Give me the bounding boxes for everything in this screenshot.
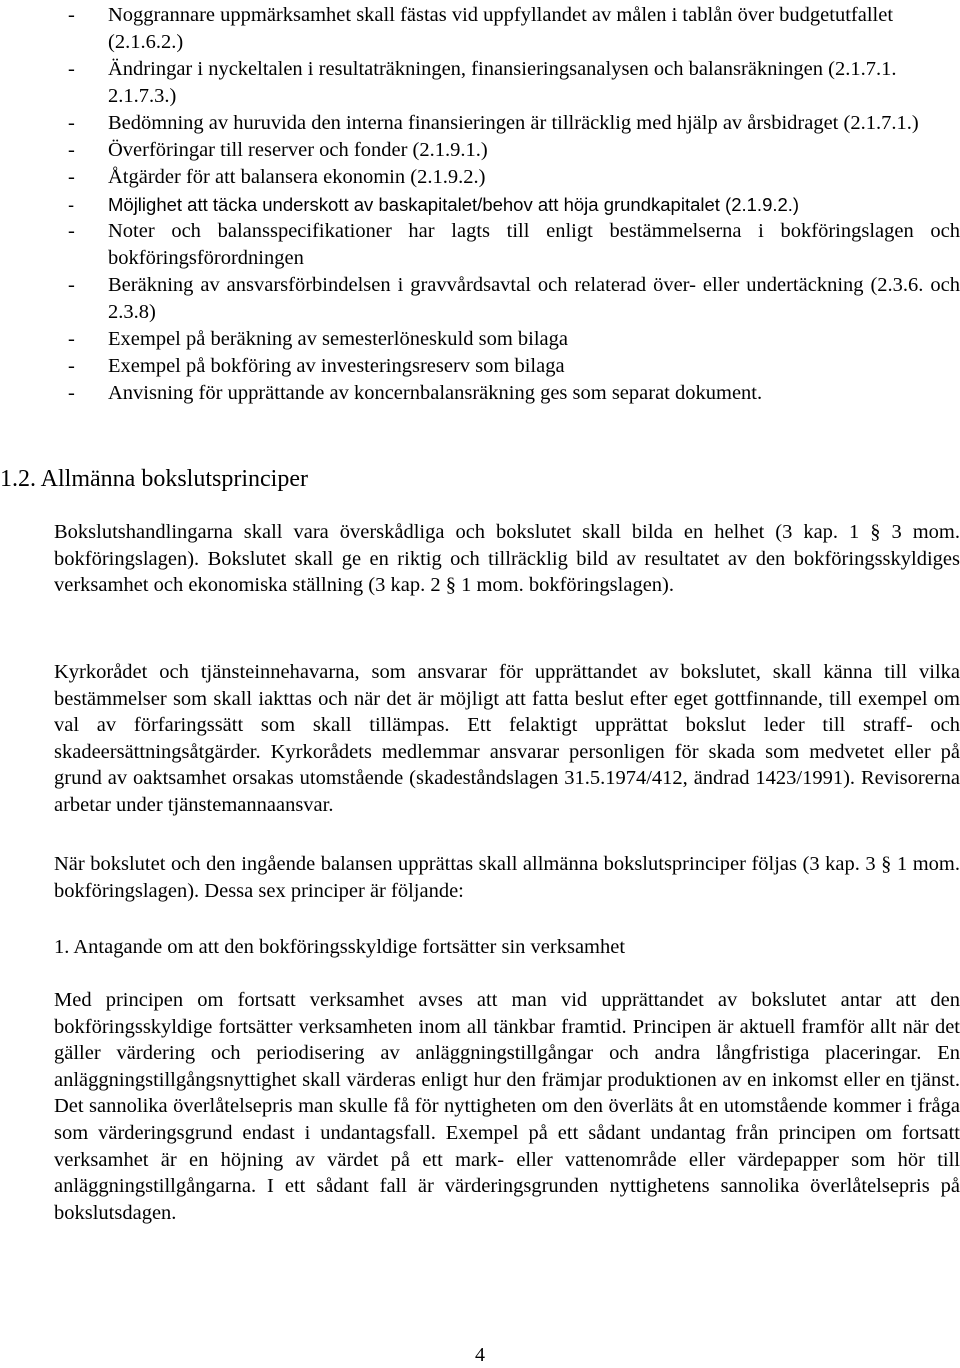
list-item: - Anvisning för upprättande av koncernbalansräkning ges som separat dokument. [54, 380, 960, 407]
paragraph-2: Kyrkorådet och tjänsteinnehavarna, som ansvarar för upprättandet av bokslutet, skall känna till vilka bestämmelser som skall iakttas och när det är möjligt att fatta beslut efter eget gottfinnande, till exempel om val av förfaringssätt som skall tillämpas. Ett felaktigt upprättat bokslut leder till straff- och skadeersättningsåtgärder. Kyrkorådets medlemmar ansvarar personligen för skada som medvetet eller på grund av oaktsamhet orsakas utomstående (skadeståndslagen 31.5.1974/412, ändrad 1423/1991). Revisorerna arbetar under tjänstemannaansvar. [54, 661, 960, 816]
list-item: - Åtgärder för att balansera ekonomin (2.1.9.2.) [54, 164, 960, 191]
list-item: - Beräkning av ansvarsförbindelsen i gravvårdsavtal och relaterad över- eller undertäckning (2.3.6. och 2.3.8) [54, 272, 960, 326]
list-item: - Exempel på beräkning av semesterlöneskuld som bilaga [54, 326, 960, 353]
list-item: - Noter och balansspecifikationer har lagts till enligt bestämmelserna i bokföringslagen och bokföringsförordningen [54, 218, 960, 272]
list-item: - Möjlighet att täcka underskott av baskapitalet/behov att höja grundkapitalet (2.1.9.2.) [54, 191, 960, 218]
list-item-text: Överföringar till reserver och fonder (2.1.9.1.) [108, 139, 488, 161]
paragraph-1: Bokslutshandlingarna skall vara överskådliga och bokslutet skall bilda en helhet (3 kap. 1 § 3 mom. bokföringslagen). Bokslutet skall ge en riktig och tillräcklig bild av resultatet av den bokföringsskyldiges verksamhet och ekonomiska ställning (3 kap. 2 § 1 mom. bokföringslagen). [54, 521, 960, 597]
list-item: - Ändringar i nyckeltalen i resultaträkningen, finansieringsanalysen och balansräkningen (2.1.7.1. 2.1.7.3.) [54, 56, 960, 110]
list-item-text: Anvisning för upprättande av koncernbalansräkning ges som separat dokument. [108, 382, 763, 404]
list-item: - Exempel på bokföring av investeringsreserv som bilaga [54, 353, 960, 380]
page-number: 4 [475, 1344, 485, 1366]
list-item-text: Noggrannare uppmärksamhet skall fästas vid uppfyllandet av målen i tablån över budgetutfallet (2.1.6.2.) [108, 4, 894, 53]
paragraph-4: Med principen om fortsatt verksamhet avses att man vid upprättandet av bokslutet antar att den bokföringsskyldige fortsätter verksamheten inom all tänkbar framtid. Principen är aktuell framför allt när det gäller värdering och periodisering av anläggningstillgångar och andra långfristiga placeringar. En anläggningstillgångsnyttighet skall värderas enligt hur den främjar produktionen av en inkomst eller en tjänst. Det sannolika överlåtelsepris man skulle få för nyttigheten om den överläts åt en utomstående kommer i fråga som värderingsgrund endast i undantagsfall. Exempel på ett sådant undantag från principen om fortsatt verksamhet är en höjning av värdet på ett mark- eller vattenområde eller värdepapper som hör till anläggningstillgångarna. I ett sådant fall är värderingsgrunden nyttighetens sannolika överlåtelsepris på bokslutsdagen. [54, 989, 960, 1224]
list-item-text: Beräkning av ansvarsförbindelsen i gravvårdsavtal och relaterad över- eller undertäckning (2.3.6. och 2.3.8) [108, 274, 960, 323]
list-item-text: Exempel på bokföring av investeringsreserv som bilaga [108, 355, 565, 377]
list-item-text: Ändringar i nyckeltalen i resultaträkningen, finansieringsanalysen och balansräkningen (2.1.7.1. 2.1.7.3.) [108, 58, 897, 107]
list-item-text: Möjlighet att täcka underskott av baskapitalet/behov att höja grundkapitalet (2.1.9.2.) [108, 194, 800, 215]
section-heading: 1.2. Allmänna bokslutsprinciper [0, 466, 308, 492]
paragraph-3: När bokslutet och den ingående balansen upprättas skall allmänna bokslutsprinciper följas (3 kap. 3 § 1 mom. bokföringslagen). Dessa sex principer är följande: [54, 853, 960, 902]
list-item-text: Noter och balansspecifikationer har lagts till enligt bestämmelserna i bokföringslagen och bokföringsförordningen [108, 220, 960, 269]
principle-subheading: 1. Antagande om att den bokföringsskyldige fortsätter sin verksamhet [54, 936, 626, 958]
list-item-text: Åtgärder för att balansera ekonomin (2.1.9.2.) [108, 166, 486, 188]
list-item: - Noggrannare uppmärksamhet skall fästas vid uppfyllandet av målen i tablån över budgetutfallet (2.1.6.2.) [54, 2, 960, 56]
bullet-list [54, 2, 960, 407]
list-item: - Överföringar till reserver och fonder (2.1.9.1.) [54, 137, 960, 164]
list-item-text: Exempel på beräkning av semesterlöneskuld som bilaga [108, 328, 568, 350]
list-item: - Bedömning av huruvida den interna finansieringen är tillräcklig med hjälp av årsbidraget (2.1.7.1.) [54, 110, 960, 137]
list-item-text: Bedömning av huruvida den interna finansieringen är tillräcklig med hjälp av årsbidraget (2.1.7.1.) [108, 112, 919, 134]
